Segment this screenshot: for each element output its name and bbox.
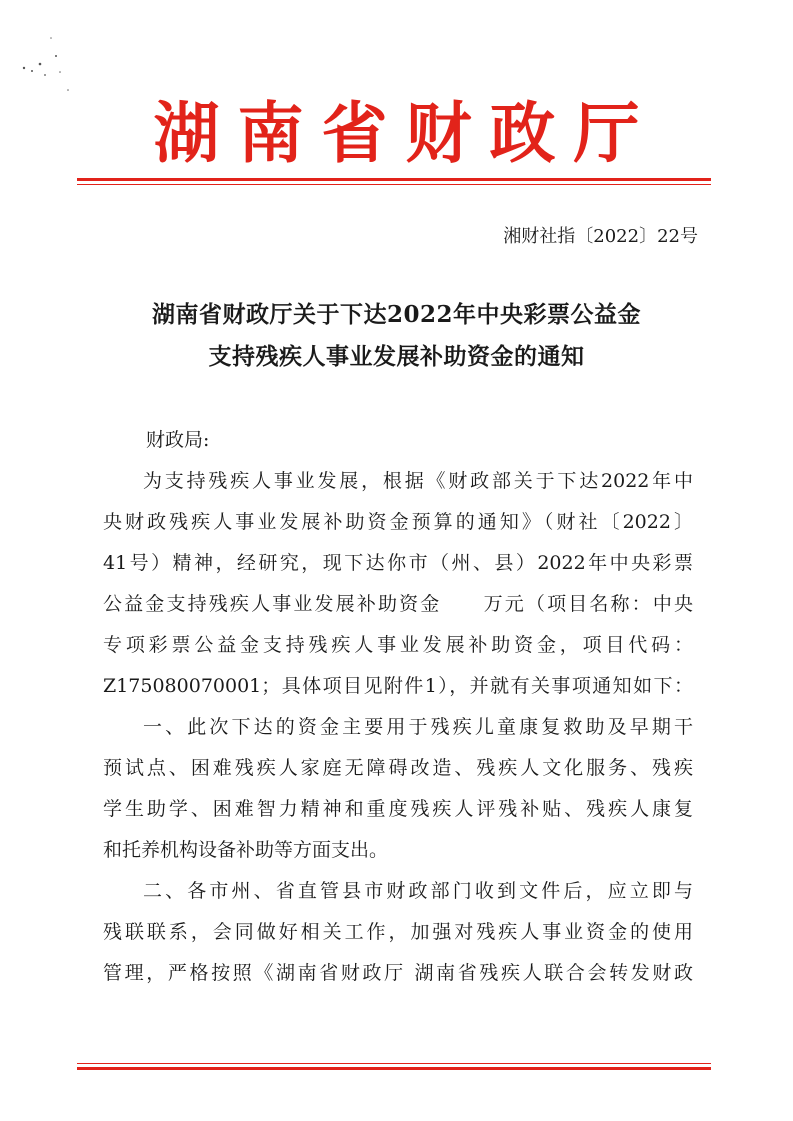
- paragraph-segment: 公益金支持残疾人事业发展补助资金: [103, 593, 442, 615]
- paragraph-line: 为支持残疾人事业发展，根据《财政部关于下达2022年中: [143, 470, 693, 492]
- document-heading: [90, 294, 703, 378]
- paragraph-line: 41号）精神，经研究，现下达你市（州、县）2022年中央彩票: [103, 552, 693, 574]
- heading-line: 支持残疾人事业发展补助资金的通知: [208, 343, 585, 370]
- paragraph-line: 央财政残疾人事业发展补助资金预算的通知》（财社〔2022〕: [103, 511, 693, 533]
- header-rule-thick: [77, 178, 711, 181]
- paragraph-segment: 万元（项目名称：中央: [481, 593, 693, 615]
- heading-line: 湖南省财政厅关于下达2022年中央彩票公益金: [151, 301, 641, 328]
- footer-rule-thin: [77, 1063, 711, 1064]
- paragraph-line: 和托养机构设备补助等方面支出。: [103, 839, 389, 861]
- header-rule-thin: [77, 184, 711, 185]
- issuer-header-title: 湖南省财政厅: [153, 94, 658, 172]
- paragraph-line: 管理，严格按照《湖南省财政厅 湖南省残疾人联合会转发财政: [103, 962, 693, 984]
- paragraph-line: Z175080070001；具体项目见附件1），并就有关事项通知如下：: [103, 675, 693, 697]
- paragraph-line: 学生助学、困难智力精神和重度残疾人评残补贴、残疾人康复: [103, 798, 693, 820]
- paragraph-line: 专项彩票公益金支持残疾人事业发展补助资金，项目代码：: [103, 634, 693, 656]
- paragraph-line: 预试点、困难残疾人家庭无障碍改造、残疾人文化服务、残疾: [103, 757, 693, 779]
- salutation: 财政局:: [146, 429, 210, 451]
- document-number: 湘财社指〔2022〕22号: [503, 226, 698, 247]
- document-body: [103, 420, 693, 994]
- paragraph-line: 一、此次下达的资金主要用于残疾儿童康复救助及早期干: [143, 716, 693, 738]
- footer-rule-thick: [77, 1067, 711, 1070]
- paragraph-line-with-blank: [103, 584, 693, 625]
- paragraph-line: 二、各市州、省直管县市财政部门收到文件后，应立即与: [143, 880, 693, 902]
- paragraph-line: 残联联系，会同做好相关工作，加强对残疾人事业资金的使用: [103, 921, 693, 943]
